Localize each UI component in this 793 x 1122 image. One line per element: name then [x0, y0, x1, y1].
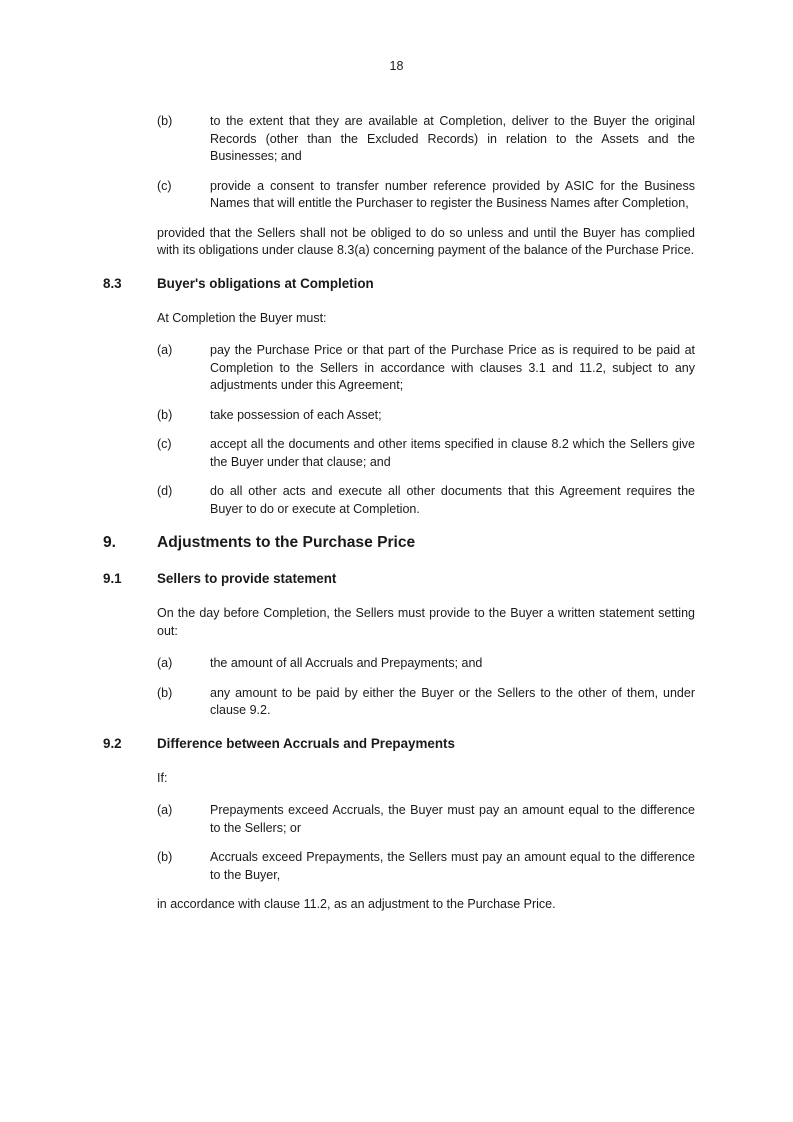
heading-number: 9.1 — [103, 571, 122, 586]
list-item — [157, 655, 695, 673]
list-item-label: (b) — [157, 685, 173, 700]
list-item — [157, 436, 695, 471]
list-item-label: (c) — [157, 178, 172, 193]
list-item-label: (a) — [157, 803, 173, 817]
list-item-text: pay the Purchase Price or that part of the Purchase Price as is required to be paid at Completion to the Sellers in accordance with clauses 3.1 and 11.2, subject to any adjustments under this Agreement; — [210, 343, 695, 392]
list-item — [157, 483, 695, 518]
paragraph-lead: On the day before Completion, the Sellers must provide to the Buyer a written statement setting out: — [157, 606, 695, 638]
section-heading-9 — [103, 533, 695, 553]
list-item-label: (d) — [157, 484, 173, 498]
heading-number: 9. — [103, 534, 117, 551]
list-item-text: any amount to be paid by either the Buyer or the Sellers to the other of them, under clause 9.2. — [210, 685, 695, 717]
paragraph-lead: If: — [157, 770, 168, 785]
list-item — [157, 342, 695, 395]
list-item-text: take possession of each Asset; — [210, 407, 382, 422]
list-item — [157, 407, 695, 425]
list-item-label: (a) — [157, 343, 173, 357]
list-item-label: (b) — [157, 850, 173, 864]
section-heading-9-1 — [103, 570, 695, 588]
paragraph-lead: At Completion the Buyer must: — [157, 310, 327, 325]
list-item-label: (b) — [157, 407, 173, 422]
list-item-label: (a) — [157, 656, 173, 670]
list-item-text: provide a consent to transfer number reference provided by ASIC for the Business Names that will entitle the Purchaser to register the Business Names after Completion, — [210, 178, 695, 210]
heading-title: Adjustments to the Purchase Price — [157, 534, 416, 551]
heading-title: Difference between Accruals and Prepayments — [157, 735, 455, 751]
list-item — [157, 178, 695, 213]
list-item — [157, 685, 695, 720]
heading-number: 8.3 — [103, 275, 122, 291]
list-item — [157, 849, 695, 884]
list-item — [157, 113, 695, 166]
heading-title: Buyer's obligations at Completion — [157, 275, 374, 291]
list-item-label: (c) — [157, 437, 172, 451]
list-item-text: accept all the documents and other items specified in clause 8.2 which the Sellers give the Buyer under that clause; and — [210, 437, 695, 469]
list-item-text: to the extent that they are available at Completion, deliver to the Buyer the original Records (other than the Excluded Records) in relation to the Assets and the Businesses; and — [210, 114, 695, 163]
list-item-text: do all other acts and execute all other documents that this Agreement requires the Buyer to do or execute at Completion. — [210, 484, 695, 516]
list-item-text: the amount of all Accruals and Prepayments; and — [210, 656, 483, 670]
heading-title: Sellers to provide statement — [157, 571, 337, 586]
heading-number: 9.2 — [103, 735, 122, 751]
list-item-text: Prepayments exceed Accruals, the Buyer must pay an amount equal to the difference to the Sellers; or — [210, 803, 695, 835]
list-item-text: Accruals exceed Prepayments, the Sellers must pay an amount equal to the difference to the Buyer, — [210, 850, 695, 882]
list-item-label: (b) — [157, 114, 173, 128]
paragraph-closing: in accordance with clause 11.2, as an adjustment to the Purchase Price. — [157, 897, 556, 911]
paragraph-proviso: provided that the Sellers shall not be obliged to do so unless and until the Buyer has complied with its obligations under clause 8.3(a) concerning payment of the balance of the Purchase Price. — [157, 225, 695, 257]
page-body — [103, 113, 695, 914]
section-heading-8-3 — [103, 275, 695, 293]
section-heading-9-2 — [103, 735, 695, 753]
page-number: 18 — [389, 59, 404, 73]
list-item — [157, 802, 695, 837]
